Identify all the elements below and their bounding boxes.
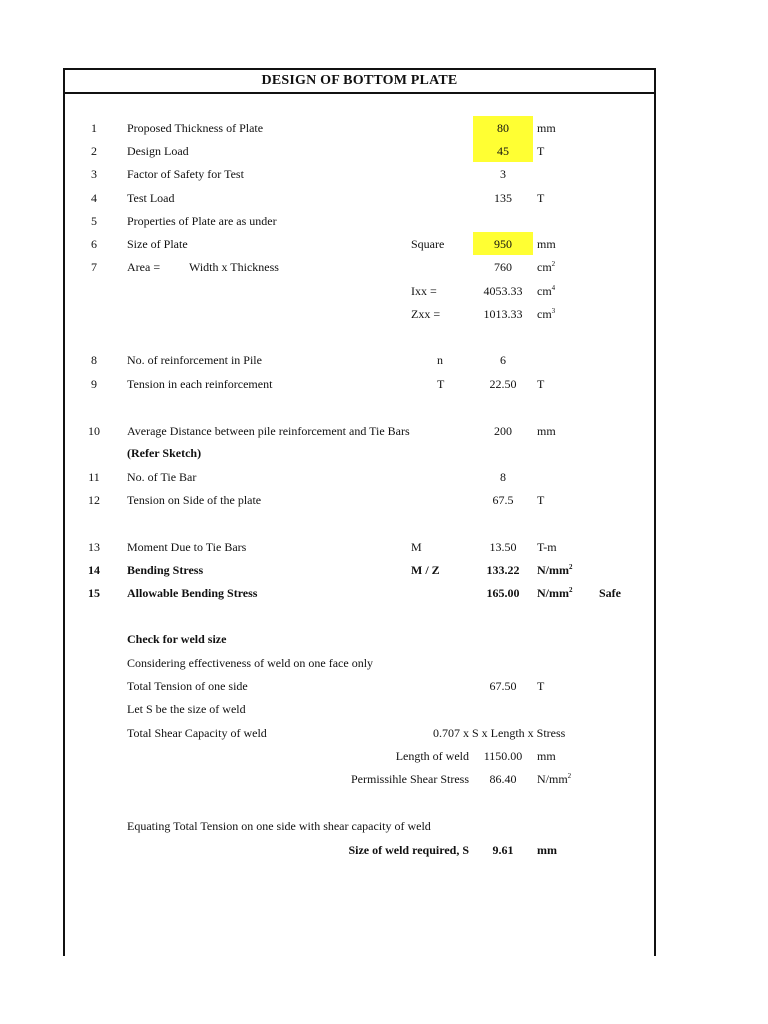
tension-side-value: 67.5 [492, 493, 514, 507]
shear-stress-label: Permissihle Shear Stress [351, 772, 469, 786]
row-unit: mm [537, 424, 556, 438]
thickness-value[interactable]: 80 [497, 121, 509, 135]
row-unit: mm [537, 749, 556, 763]
row-unit: T [537, 679, 545, 693]
shape-label: Square [411, 237, 445, 251]
row-label: Design Load [127, 144, 189, 158]
tension-each-value: 22.50 [489, 377, 517, 391]
reinforcement-count-value: 6 [500, 353, 506, 367]
row-label: No. of reinforcement in Pile [127, 353, 262, 367]
row-label: Moment Due to Tie Bars [127, 540, 247, 554]
row-number: 9 [91, 377, 97, 391]
row-label: Size of Plate [127, 237, 188, 251]
row-number: 11 [88, 470, 100, 484]
row-number: 8 [91, 353, 97, 367]
row-unit: mm [537, 237, 556, 251]
row-unit: T-m [537, 540, 557, 554]
row-unit: $N/mm^2$ [537, 586, 573, 600]
ixx-label: Ixx = [411, 284, 437, 298]
average-distance-value: 200 [494, 424, 512, 438]
row-label: No. of Tie Bar [127, 470, 197, 484]
symbol-label: M [411, 540, 422, 554]
row-unit: $N/mm^2$ [537, 563, 573, 577]
row-label: Test Load [127, 191, 175, 205]
equating-note: Equating Total Tension on one side with shear capacity of weld [127, 819, 431, 833]
design-load-value[interactable]: 45 [497, 144, 509, 158]
row-number: 12 [88, 493, 100, 507]
area-formula: Width x Thickness [189, 260, 279, 274]
area-value: 760 [494, 260, 512, 274]
row-number: 14 [88, 563, 100, 577]
row-unit: T [537, 377, 545, 391]
row-label: Factor of Safety for Test [127, 167, 244, 181]
row-number: 4 [91, 191, 97, 205]
row-unit: $N/mm^2$ [537, 772, 572, 786]
row-number: 3 [91, 167, 97, 181]
row-unit: mm [537, 843, 557, 857]
row-label: Allowable Bending Stress [127, 586, 258, 600]
weld-tension-value: 67.50 [489, 679, 517, 693]
row-label: Bending Stress [127, 563, 204, 577]
row-number: 5 [91, 214, 97, 228]
moment-value: 13.50 [489, 540, 517, 554]
test-load-value: 135 [494, 191, 512, 205]
row-label: Tension on Side of the plate [127, 493, 262, 507]
status-badge: Safe [599, 586, 621, 600]
row-number: 1 [91, 121, 97, 135]
row-number: 13 [88, 540, 100, 554]
row-label: Area = [127, 260, 161, 274]
page-title: DESIGN OF BOTTOM PLATE [65, 70, 654, 94]
row-unit: $cm^2$ [537, 260, 556, 274]
refer-sketch-note: (Refer Sketch) [127, 446, 202, 460]
row-number: 7 [91, 260, 97, 274]
row-label: Tension in each reinforcement [127, 377, 273, 391]
weld-tension-label: Total Tension of one side [127, 679, 248, 693]
symbol-label: T [437, 377, 445, 391]
row-unit: T [537, 144, 545, 158]
weld-result-value: 9.61 [492, 843, 514, 857]
weld-result-label: Size of weld required, S [348, 843, 469, 857]
row-label: Properties of Plate are as under [127, 214, 277, 228]
plate-size-value[interactable]: 950 [494, 237, 512, 251]
row-unit: T [537, 191, 545, 205]
weld-capacity-label: Total Shear Capacity of weld [127, 726, 267, 740]
zxx-label: Zxx = [411, 307, 441, 321]
row-number: 2 [91, 144, 97, 158]
weld-length-value: 1150.00 [483, 749, 523, 763]
bending-stress-value: 133.22 [486, 563, 520, 577]
weld-size-intro: Let S be the size of weld [127, 702, 246, 716]
row-label: Proposed Thickness of Plate [127, 121, 264, 135]
row-unit: $cm^3$ [537, 307, 556, 321]
row-unit: $cm^4$ [537, 284, 556, 298]
row-label: Average Distance between pile reinforcement and Tie Bars [127, 424, 410, 438]
row-number: 15 [88, 586, 100, 600]
symbol-label: n [437, 353, 443, 367]
weld-capacity-formula: 0.707 x S x Length x Stress [433, 726, 566, 740]
tie-bar-count-value: 8 [500, 470, 506, 484]
weld-heading: Check for weld size [127, 632, 227, 646]
symbol-label: M / Z [411, 563, 440, 577]
zxx-value: 1013.33 [483, 307, 523, 321]
ixx-value: 4053.33 [483, 284, 523, 298]
row-number: 6 [91, 237, 97, 251]
factor-of-safety-value: 3 [500, 167, 506, 181]
weld-note: Considering effectiveness of weld on one face only [127, 656, 374, 670]
weld-length-label: Length of weld [395, 749, 469, 763]
row-unit: mm [537, 121, 556, 135]
allowable-stress-value: 165.00 [486, 586, 520, 600]
row-number: 10 [88, 424, 100, 438]
row-unit: T [537, 493, 545, 507]
shear-stress-value: 86.40 [489, 772, 517, 786]
